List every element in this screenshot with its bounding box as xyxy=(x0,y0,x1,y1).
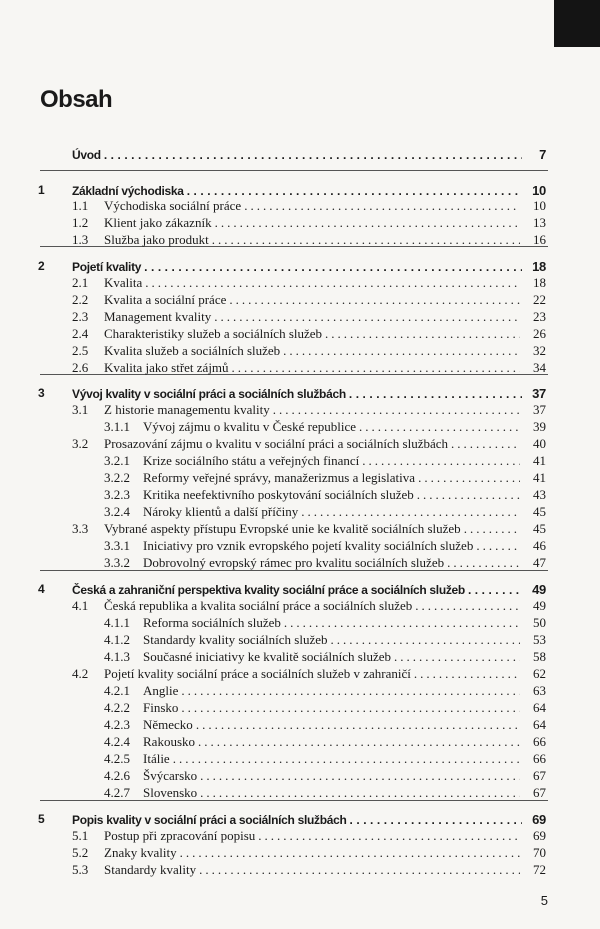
section-number: 2.2 xyxy=(72,292,89,307)
entry-title: Služba jako produkt xyxy=(104,232,209,247)
entry-title: Kvalita xyxy=(104,275,143,290)
entry-title: Z historie managementu kvality xyxy=(104,402,270,417)
subsection-number: 4.2.7 xyxy=(104,785,130,800)
dot-leader xyxy=(417,487,520,503)
dot-leader xyxy=(283,343,520,359)
entry-page-number: 32 xyxy=(533,343,546,358)
toc-chapter-entry[interactable] xyxy=(0,257,600,275)
entry-page-number: 43 xyxy=(533,487,546,502)
dot-leader xyxy=(232,360,520,376)
toc-chapter-entry[interactable] xyxy=(0,810,600,828)
entry-title: Management kvality xyxy=(104,309,212,324)
dot-leader xyxy=(451,436,520,452)
entry-title: Prosazování zájmu o kvalitu v sociální práci a sociálních službách xyxy=(104,436,449,451)
subsection-number: 4.2.4 xyxy=(104,734,130,749)
section-number: 1.3 xyxy=(72,232,89,247)
dot-leader xyxy=(362,453,520,469)
section-number: 3.1 xyxy=(72,402,89,417)
subsection-number: 3.2.2 xyxy=(104,470,130,485)
entry-page-number: 34 xyxy=(533,360,546,375)
subsection-number: 4.1.1 xyxy=(104,615,130,630)
section-divider xyxy=(40,170,548,171)
toc-entry[interactable] xyxy=(0,418,600,436)
subsection-number: 4.1.3 xyxy=(104,649,130,664)
chapter-number: 3 xyxy=(38,386,45,400)
toc-chapter-entry[interactable] xyxy=(0,145,600,163)
toc-entry[interactable] xyxy=(0,325,600,343)
entry-page-number: 47 xyxy=(533,555,546,570)
entry-page-number: 37 xyxy=(532,386,546,401)
toc-entry[interactable] xyxy=(0,342,600,360)
dot-leader xyxy=(447,555,520,571)
section-number: 1.1 xyxy=(72,198,89,213)
dot-leader xyxy=(196,717,520,733)
entry-title: Nároky klientů a další příčiny xyxy=(143,504,299,519)
toc-entry[interactable] xyxy=(0,699,600,717)
toc-entry[interactable] xyxy=(0,308,600,326)
dot-leader xyxy=(476,538,520,554)
chapter-number: 4 xyxy=(38,582,45,596)
dot-leader xyxy=(200,785,520,801)
entry-page-number: 22 xyxy=(533,292,546,307)
dot-leader xyxy=(215,215,520,231)
entry-page-number: 49 xyxy=(533,598,546,613)
entry-title: Kritika neefektivního poskytování sociálních služeb xyxy=(143,487,414,502)
entry-page-number: 66 xyxy=(533,751,546,766)
entry-page-number: 7 xyxy=(539,147,546,162)
section-number: 5.1 xyxy=(72,828,89,843)
entry-page-number: 39 xyxy=(533,419,546,434)
section-number: 4.1 xyxy=(72,598,89,613)
toc-entry[interactable] xyxy=(0,631,600,649)
entry-title: Standardy kvality xyxy=(104,862,197,877)
entry-title: Pojetí kvality sociální práce a sociálních služeb v zahraničí xyxy=(104,666,411,681)
entry-title: Úvod xyxy=(72,148,101,162)
dot-leader xyxy=(173,751,520,767)
entry-page-number: 18 xyxy=(533,275,546,290)
entry-title: Vývoj zájmu o kvalitu v České republice xyxy=(143,419,357,434)
entry-title: Dobrovolný evropský rámec pro kvalitu sociálních služeb xyxy=(143,555,445,570)
entry-title: Vývoj kvality v sociální práci a sociálních službách xyxy=(72,387,346,401)
entry-title: Kvalita jako střet zájmů xyxy=(104,360,229,375)
entry-title: Finsko xyxy=(143,700,179,715)
entry-page-number: 18 xyxy=(532,259,546,274)
subsection-number: 3.1.1 xyxy=(104,419,130,434)
subsection-number: 4.2.1 xyxy=(104,683,130,698)
dot-leader xyxy=(229,292,520,308)
toc-chapter-entry[interactable] xyxy=(0,384,600,402)
toc-entry[interactable] xyxy=(0,435,600,453)
entry-title: Popis kvality v sociální práci a sociálních službách xyxy=(72,813,347,827)
subsection-number: 4.1.2 xyxy=(104,632,130,647)
section-number: 3.2 xyxy=(72,436,89,451)
entry-page-number: 50 xyxy=(533,615,546,630)
dot-leader xyxy=(301,504,520,520)
entry-page-number: 37 xyxy=(533,402,546,417)
toc-entry[interactable] xyxy=(0,537,600,555)
entry-page-number: 46 xyxy=(533,538,546,553)
section-number: 2.1 xyxy=(72,275,89,290)
entry-page-number: 64 xyxy=(533,700,546,715)
section-number: 2.4 xyxy=(72,326,89,341)
section-number: 4.2 xyxy=(72,666,89,681)
section-number: 2.6 xyxy=(72,360,89,375)
entry-title: Česká republika a kvalita sociální práce a sociálních služeb xyxy=(104,598,413,613)
dot-leader xyxy=(187,184,522,198)
dot-leader xyxy=(144,260,522,274)
dot-leader xyxy=(199,862,520,878)
dot-leader xyxy=(244,198,520,214)
toc-entry[interactable] xyxy=(0,554,600,572)
subsection-number: 3.2.3 xyxy=(104,487,130,502)
subsection-number: 4.2.2 xyxy=(104,700,130,715)
page-title: Obsah xyxy=(40,86,113,113)
entry-title: Rakousko xyxy=(143,734,195,749)
dot-leader xyxy=(464,521,520,537)
entry-title: Iniciativy pro vznik evropského pojetí kvality sociálních služeb xyxy=(143,538,474,553)
section-number: 1.2 xyxy=(72,215,89,230)
toc-entry[interactable] xyxy=(0,861,600,879)
entry-page-number: 23 xyxy=(533,309,546,324)
dot-leader xyxy=(198,734,520,750)
entry-page-number: 70 xyxy=(533,845,546,860)
dot-leader xyxy=(200,768,520,784)
toc-chapter-entry[interactable] xyxy=(0,580,600,598)
entry-title: Kvalita a sociální práce xyxy=(104,292,227,307)
entry-page-number: 62 xyxy=(533,666,546,681)
toc-entry[interactable] xyxy=(0,750,600,768)
toc-entry[interactable] xyxy=(0,274,600,292)
entry-page-number: 45 xyxy=(533,521,546,536)
entry-title: Základní východiska xyxy=(72,184,184,198)
entry-title: Slovensko xyxy=(143,785,198,800)
entry-title: Kvalita služeb a sociálních služeb xyxy=(104,343,281,358)
entry-page-number: 16 xyxy=(533,232,546,247)
toc-entry[interactable] xyxy=(0,214,600,232)
entry-page-number: 26 xyxy=(533,326,546,341)
entry-page-number: 41 xyxy=(533,453,546,468)
toc-entry[interactable] xyxy=(0,197,600,215)
toc-entry[interactable] xyxy=(0,452,600,470)
entry-page-number: 53 xyxy=(533,632,546,647)
dot-leader xyxy=(394,649,520,665)
toc-entry[interactable] xyxy=(0,469,600,487)
entry-title: Německo xyxy=(143,717,193,732)
entry-title: Reforma sociálních služeb xyxy=(143,615,281,630)
chapter-number: 1 xyxy=(38,183,45,197)
toc-entry[interactable] xyxy=(0,844,600,862)
section-number: 5.2 xyxy=(72,845,89,860)
entry-title: Itálie xyxy=(143,751,170,766)
subsection-number: 3.2.4 xyxy=(104,504,130,519)
section-number: 3.3 xyxy=(72,521,89,536)
entry-title: Anglie xyxy=(143,683,179,698)
dot-leader xyxy=(325,326,520,342)
subsection-number: 4.2.5 xyxy=(104,751,130,766)
toc-entry[interactable] xyxy=(0,665,600,683)
entry-page-number: 40 xyxy=(533,436,546,451)
entry-title: Východiska sociální práce xyxy=(104,198,242,213)
toc-entry[interactable] xyxy=(0,716,600,734)
dot-leader xyxy=(414,666,520,682)
dot-leader xyxy=(212,232,520,248)
dot-leader xyxy=(180,845,520,861)
toc-entry[interactable] xyxy=(0,401,600,419)
entry-title: Krize sociálního státu a veřejných financí xyxy=(143,453,360,468)
entry-title: Vybrané aspekty přístupu Evropské unie ke kvalitě sociálních služeb xyxy=(104,521,461,536)
entry-title: Švýcarsko xyxy=(143,768,198,783)
entry-title: Reformy veřejné správy, manažerizmus a legislativa xyxy=(143,470,416,485)
toc-entry[interactable] xyxy=(0,503,600,521)
toc-entry[interactable] xyxy=(0,597,600,615)
entry-title: Standardy kvality sociálních služeb xyxy=(143,632,328,647)
dot-leader xyxy=(258,828,520,844)
toc-entry[interactable] xyxy=(0,827,600,845)
entry-page-number: 69 xyxy=(532,812,546,827)
toc-entry[interactable] xyxy=(0,733,600,751)
entry-page-number: 64 xyxy=(533,717,546,732)
dot-leader xyxy=(145,275,520,291)
section-number: 2.3 xyxy=(72,309,89,324)
dot-leader xyxy=(104,148,522,162)
toc-entry[interactable] xyxy=(0,291,600,309)
entry-title: Postup při zpracování popisu xyxy=(104,828,256,843)
toc-entry[interactable] xyxy=(0,520,600,538)
entry-page-number: 72 xyxy=(533,862,546,877)
section-number: 5.3 xyxy=(72,862,89,877)
section-number: 2.5 xyxy=(72,343,89,358)
dot-leader xyxy=(330,632,520,648)
entry-page-number: 49 xyxy=(532,582,546,597)
chapter-number: 5 xyxy=(38,812,45,826)
dot-leader xyxy=(415,598,520,614)
entry-title: Pojetí kvality xyxy=(72,260,142,274)
dot-leader xyxy=(273,402,520,418)
entry-title: Charakteristiky služeb a sociálních služeb xyxy=(104,326,323,341)
toc-entry[interactable] xyxy=(0,614,600,632)
dot-leader xyxy=(181,700,520,716)
dot-leader xyxy=(181,683,520,699)
entry-page-number: 67 xyxy=(533,768,546,783)
toc-entry[interactable] xyxy=(0,486,600,504)
toc-entry[interactable] xyxy=(0,784,600,802)
entry-title: Znaky kvality xyxy=(104,845,177,860)
subsection-number: 3.3.1 xyxy=(104,538,130,553)
page-number: 5 xyxy=(540,893,548,908)
entry-title: Česká a zahraniční perspektiva kvality sociální práce a sociálních služeb xyxy=(72,583,465,597)
dot-leader xyxy=(418,470,520,486)
dot-leader xyxy=(350,813,522,827)
entry-page-number: 66 xyxy=(533,734,546,749)
toc-entry[interactable] xyxy=(0,648,600,666)
entry-page-number: 63 xyxy=(533,683,546,698)
entry-title: Současné iniciativy ke kvalitě sociálních služeb xyxy=(143,649,392,664)
dot-leader xyxy=(359,419,520,435)
entry-page-number: 58 xyxy=(533,649,546,664)
subsection-number: 4.2.3 xyxy=(104,717,130,732)
entry-page-number: 41 xyxy=(533,470,546,485)
entry-page-number: 69 xyxy=(533,828,546,843)
subsection-number: 4.2.6 xyxy=(104,768,130,783)
toc-entry[interactable] xyxy=(0,231,600,249)
dot-leader xyxy=(468,583,522,597)
chapter-number: 2 xyxy=(38,259,45,273)
entry-page-number: 10 xyxy=(532,183,546,198)
subsection-number: 3.3.2 xyxy=(104,555,130,570)
subsection-number: 3.2.1 xyxy=(104,453,130,468)
entry-page-number: 10 xyxy=(533,198,546,213)
entry-page-number: 45 xyxy=(533,504,546,519)
dot-leader xyxy=(349,387,522,401)
dot-leader xyxy=(214,309,520,325)
dot-leader xyxy=(284,615,520,631)
toc-entry[interactable] xyxy=(0,359,600,377)
entry-page-number: 67 xyxy=(533,785,546,800)
entry-title: Klient jako zákazník xyxy=(104,215,212,230)
toc-entry[interactable] xyxy=(0,767,600,785)
entry-page-number: 13 xyxy=(533,215,546,230)
toc-entry[interactable] xyxy=(0,682,600,700)
